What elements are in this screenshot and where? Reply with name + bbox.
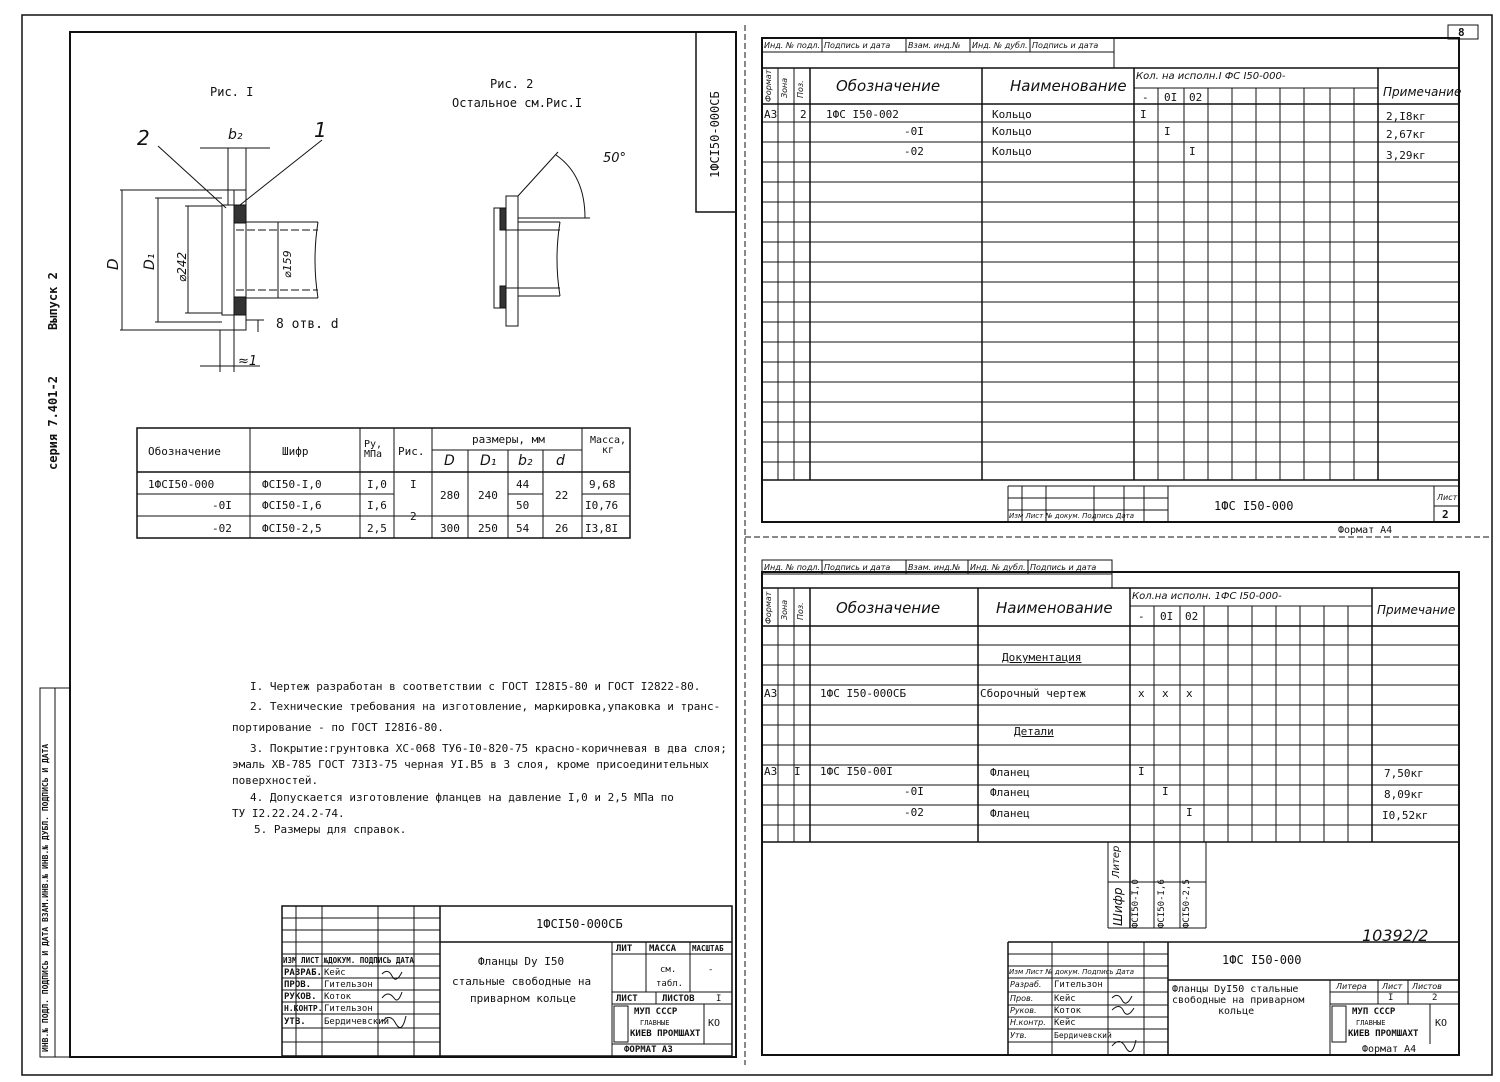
s1-row-qty: I bbox=[1162, 785, 1169, 798]
s2-sheet-num: 2 bbox=[1442, 508, 1449, 521]
a3-stamp-head: ИЗМ ЛИСТ №ДОКУМ. ПОДПИСЬ ДАТА bbox=[283, 956, 414, 965]
spec-row-D: 280 bbox=[440, 489, 460, 502]
stamp-number: 10392/2 bbox=[1362, 926, 1429, 945]
a3-org: МУП СССР bbox=[634, 1007, 678, 1017]
spec-row-D: 300 bbox=[440, 522, 460, 535]
spec-h-mass: Масса, кг bbox=[589, 435, 627, 456]
spec-h-code: Шифр bbox=[282, 445, 309, 458]
leader-1-label: 1 bbox=[314, 118, 327, 142]
series-label: серия 7.401-2 bbox=[46, 376, 60, 470]
spec-row-mass: I0,76 bbox=[585, 499, 619, 512]
s1-sheets-val: 2 bbox=[1432, 993, 1438, 1003]
s1-row-name: Фланец bbox=[990, 786, 1030, 799]
a3-role: ПРОВ. bbox=[284, 980, 312, 990]
s1-role: Пров. bbox=[1010, 994, 1034, 1003]
dim-D: D bbox=[104, 258, 122, 270]
spec-row-pressure: I,6 bbox=[367, 499, 387, 512]
a3-org: КИЕВ ПРОМШАХТ bbox=[630, 1029, 701, 1039]
spec-row-designation: 1ФСI50-000 bbox=[148, 478, 215, 491]
s2-row-name: Кольцо bbox=[992, 125, 1032, 138]
s2-row-qty: I bbox=[1164, 125, 1171, 138]
s2-sheet-label: Лист bbox=[1437, 493, 1458, 502]
spec-row-pressure: I,0 bbox=[367, 478, 387, 491]
s1-org: ГЛАВНЫЕ bbox=[1356, 1019, 1386, 1027]
spec-row-fig: I bbox=[410, 478, 417, 491]
s1-h-name: Наименование bbox=[996, 599, 1113, 617]
a3-name: Коток bbox=[324, 992, 352, 1002]
s1-row-qty: I bbox=[1138, 765, 1145, 778]
a3-name: Гительзон bbox=[324, 1004, 373, 1014]
s2-format: Формат А4 bbox=[1338, 525, 1393, 536]
margin-stamp-labels: ИНВ.№ ПОДЛ. ПОДПИСЬ И ДАТА ВЗАМ.ИНВ.№ ИНВ.№ ДУБЛ. ПОДПИСЬ И ДАТА bbox=[41, 743, 50, 1052]
note-line: портирование - по ГОСТ I28I6-80. bbox=[232, 721, 444, 734]
s1-top-label: Подпись и дата bbox=[1030, 563, 1097, 572]
spec-row-b2: 54 bbox=[516, 522, 530, 535]
s1-section-parts: Детали bbox=[1014, 725, 1054, 738]
s2-qty-col: 02 bbox=[1189, 91, 1203, 104]
spec-row-designation: -02 bbox=[212, 522, 232, 535]
a3-title-line: Фланцы Dу I50 bbox=[478, 955, 565, 968]
s1-side-header: Зона bbox=[780, 599, 789, 620]
s1-title: свободные на приварном bbox=[1172, 995, 1305, 1006]
spec-row-D1: 250 bbox=[478, 522, 498, 535]
s2-stamp-code: 1ФС I50-000 bbox=[1214, 499, 1294, 513]
spec-h-pressure: Pу, МПа bbox=[364, 439, 383, 460]
s1-row-qty: х bbox=[1186, 687, 1193, 700]
s1-row-name: Фланец bbox=[990, 766, 1030, 779]
s1-row-qty: х bbox=[1138, 687, 1145, 700]
spec-h-fig: Рис. bbox=[398, 445, 425, 458]
s2-h-note: Примечание bbox=[1383, 85, 1462, 99]
s2-row-designation: 1ФС I50-002 bbox=[826, 108, 899, 121]
s1-role: Разраб. bbox=[1010, 980, 1042, 989]
drawing-code-vertical: 1ФСI50-000СБ bbox=[708, 91, 722, 178]
s1-org-code: КО bbox=[1435, 1018, 1448, 1029]
spec-h-dims: размеры, мм bbox=[472, 433, 545, 446]
s1-role: Руков. bbox=[1010, 1006, 1037, 1015]
s1-title: кольце bbox=[1218, 1006, 1255, 1017]
s1-top-label: Подпись и дата bbox=[824, 563, 891, 572]
s1-qty-col: 02 bbox=[1185, 610, 1199, 623]
dim-holes: 8 отв. d bbox=[276, 317, 339, 332]
s1-row-name: Фланец bbox=[990, 807, 1030, 820]
a3-role: УТВ. bbox=[284, 1017, 306, 1027]
s1-code: ФСI50-2,5 bbox=[1182, 879, 1192, 928]
a3-role: РАЗРАБ. bbox=[284, 968, 322, 978]
a4-logo-mark bbox=[1332, 1006, 1346, 1042]
spec-row-designation: -0I bbox=[212, 499, 232, 512]
a3-lit: ЛИТ bbox=[616, 944, 633, 954]
s1-title: Фланцы DуI50 стальные bbox=[1172, 984, 1299, 995]
s2-row-name: Кольцо bbox=[992, 145, 1032, 158]
a3-name: Гительзон bbox=[324, 980, 373, 990]
sheet-number: 8 bbox=[1458, 26, 1465, 39]
spec-row-b2: 50 bbox=[516, 499, 530, 512]
s1-code-label: Шифр bbox=[1111, 887, 1125, 926]
a3-sheets-val: I bbox=[716, 994, 722, 1004]
s2-row-note: 2,I8кг bbox=[1386, 110, 1426, 123]
a3-doc-code: 1ФСI50-000СБ bbox=[536, 917, 623, 931]
s2-row-pos: 2 bbox=[800, 108, 807, 121]
s1-org: МУП СССР bbox=[1352, 1007, 1396, 1017]
spec-h-D: D bbox=[444, 453, 455, 469]
s1-code: ФСI50-I,6 bbox=[1157, 879, 1167, 928]
angle-50: 50° bbox=[603, 151, 627, 166]
s2-h-name: Наименование bbox=[1010, 77, 1127, 95]
s2-row-designation: -02 bbox=[904, 145, 924, 158]
dim-d159: ⌀159 bbox=[281, 250, 294, 278]
s2-h-qty: Кол. на исполн.I ФС I50-000- bbox=[1136, 71, 1286, 82]
s1-stamp-head: Изм Лист № докум. Подпись Дата bbox=[1009, 968, 1134, 976]
a3-mass: МАССА bbox=[649, 944, 677, 954]
s1-name: Гительзон bbox=[1054, 980, 1103, 990]
s1-side-header: Поз. bbox=[796, 602, 805, 620]
a3-scale: МАСШТАБ bbox=[692, 944, 724, 953]
a3-title-line: стальные свободные на bbox=[452, 975, 592, 988]
s1-role: Н.контр. bbox=[1010, 1018, 1046, 1027]
a3-mass-val: см. bbox=[660, 965, 677, 975]
s2-row-qty: I bbox=[1189, 145, 1196, 158]
s2-stamp-head: Изм Лист № докум. Подпись Дата bbox=[1009, 512, 1134, 520]
s1-h-qty: Кол.на исполн. 1ФС I50-000- bbox=[1132, 591, 1282, 602]
s2-side-header: Формат bbox=[764, 69, 773, 102]
fig2-title: Рис. 2 bbox=[490, 77, 534, 91]
spec-row-code: ФСI50-2,5 bbox=[262, 522, 322, 535]
s1-row-qty: х bbox=[1162, 687, 1169, 700]
spec-h-D1: D₁ bbox=[480, 453, 497, 469]
s1-h-note: Примечание bbox=[1377, 603, 1456, 617]
a3-format: ФОРМАТ А3 bbox=[624, 1045, 673, 1055]
s1-row-designation: -0I bbox=[904, 785, 924, 798]
note-line: эмаль ХВ-785 ГОСТ 73I3-75 черная УI.В5 в 3 слоя, кроме присоединительных bbox=[232, 758, 709, 771]
note-line: 5. Размеры для справок. bbox=[254, 823, 407, 836]
spec-row-pressure: 2,5 bbox=[367, 522, 387, 535]
s1-row-designation: 1ФС I50-000СБ bbox=[820, 687, 907, 700]
note-line: поверхностей. bbox=[232, 774, 319, 787]
s2-row-format: А3 bbox=[764, 108, 778, 121]
s1-top-label: Взам. инд.№ bbox=[908, 563, 961, 572]
a3-sheets: ЛИСТОВ bbox=[662, 994, 695, 1004]
s1-row-note: I0,52кг bbox=[1382, 809, 1429, 822]
spec-row-b2: 44 bbox=[516, 478, 530, 491]
note-line: 4. Допускается изготовление фланцев на давление I,0 и 2,5 МПа по bbox=[250, 791, 674, 804]
s1-h-designation: Обозначение bbox=[836, 599, 941, 617]
s1-row-name: Сборочный чертеж bbox=[980, 687, 1086, 700]
a3-role: Н.КОНТР. bbox=[284, 1004, 323, 1013]
s1-sheet: Лист bbox=[1382, 982, 1403, 991]
spec-row-code: ФСI50-I,0 bbox=[262, 478, 322, 491]
s1-row-note: 8,09кг bbox=[1384, 788, 1424, 801]
s2-side-header: Зона bbox=[780, 77, 789, 98]
fig1-title: Рис. I bbox=[210, 85, 254, 99]
s1-code: ФСI50-I,0 bbox=[1131, 879, 1141, 928]
spec-row-mass: 9,68 bbox=[589, 478, 616, 491]
a3-org: ГЛАВНЫЕ bbox=[640, 1019, 670, 1027]
s2-row-note: 2,67кг bbox=[1386, 128, 1426, 141]
s1-row-designation: 1ФС I50-00I bbox=[820, 765, 893, 778]
s1-row-format: А3 bbox=[764, 687, 778, 700]
s1-format: Формат А4 bbox=[1362, 1044, 1417, 1055]
spec-row-d: 22 bbox=[555, 489, 569, 502]
spec-row-fig: 2 bbox=[410, 510, 417, 523]
a3-role: РУКОВ. bbox=[284, 992, 317, 1002]
a3-logo-mark bbox=[614, 1006, 628, 1042]
s2-h-designation: Обозначение bbox=[836, 77, 941, 95]
s1-role: Утв. bbox=[1010, 1031, 1027, 1040]
s2-top-label: Подпись и дата bbox=[1032, 41, 1099, 50]
s1-name: Коток bbox=[1054, 1006, 1082, 1016]
spec-row-mass: I3,8I bbox=[585, 522, 619, 535]
s2-top-label: Взам. инд.№ bbox=[908, 41, 961, 50]
s1-row-designation: -02 bbox=[904, 806, 924, 819]
s1-side-header: Формат bbox=[764, 591, 773, 624]
s1-sheet-val: I bbox=[1388, 993, 1394, 1003]
s1-lit: Литера bbox=[1336, 982, 1367, 991]
s1-org: КИЕВ ПРОМШАХТ bbox=[1348, 1029, 1419, 1039]
s2-qty-col: - bbox=[1142, 91, 1149, 104]
a3-name: Кейс bbox=[324, 968, 346, 978]
fig2-note: Остальное см.Рис.I bbox=[452, 96, 583, 110]
s1-sheets: Листов bbox=[1412, 982, 1442, 991]
spec-h-designation: Обозначение bbox=[148, 445, 221, 458]
note-line: 2. Технические требования на изготовление, маркировка,упаковка и транс- bbox=[250, 700, 721, 713]
s1-top-label: Инд. № дубл. bbox=[970, 563, 1026, 572]
note-line: 3. Покрытие:грунтовка ХС-068 ТУ6-I0-820-75 красно-коричневая в два слоя; bbox=[250, 742, 727, 755]
s1-lit-label: Литер bbox=[1111, 845, 1122, 878]
s2-row-note: 3,29кг bbox=[1386, 149, 1426, 162]
leader-2-label: 2 bbox=[137, 126, 150, 150]
s2-top-label: Инд. № дубл. bbox=[972, 41, 1028, 50]
dim-D1: D₁ bbox=[142, 253, 158, 270]
s1-row-pos: I bbox=[794, 765, 801, 778]
a3-name: Бердичевский bbox=[324, 1017, 390, 1027]
s2-row-name: Кольцо bbox=[992, 108, 1032, 121]
dim-gap: ≈1 bbox=[238, 354, 258, 369]
spec-row-d: 26 bbox=[555, 522, 569, 535]
spec-h-b2: b₂ bbox=[518, 453, 533, 469]
s1-name: Бердичевский bbox=[1054, 1031, 1112, 1040]
note-line: I. Чертеж разработан в соответствии с ГОСТ I28I5-80 и ГОСТ I2822-80. bbox=[250, 680, 701, 693]
s2-top-label: Подпись и дата bbox=[824, 41, 891, 50]
s1-top-label: Инд. № подл. bbox=[764, 563, 821, 572]
s2-side-header: Поз. bbox=[796, 80, 805, 98]
spec-h-d: d bbox=[556, 453, 565, 469]
note-line: ТУ I2.22.24.2-74. bbox=[232, 807, 345, 820]
s1-stamp-code: 1ФС I50-000 bbox=[1222, 953, 1302, 967]
s1-name: Кейс bbox=[1054, 994, 1076, 1004]
a3-scale-val: - bbox=[708, 965, 714, 975]
fig2-geometry bbox=[494, 152, 590, 326]
s1-name: Кейс bbox=[1054, 1018, 1076, 1028]
s1-row-format: А3 bbox=[764, 765, 778, 778]
a3-org-code: КО bbox=[708, 1018, 721, 1029]
s2-qty-col: 0I bbox=[1164, 91, 1178, 104]
a3-mass-val: табл. bbox=[656, 979, 684, 989]
s1-row-note: 7,50кг bbox=[1384, 767, 1424, 780]
dim-d242: ⌀242 bbox=[175, 251, 189, 282]
sheet1-grid bbox=[762, 560, 1459, 1055]
spec-row-code: ФСI50-I,6 bbox=[262, 499, 322, 512]
spec-row-D1: 240 bbox=[478, 489, 498, 502]
s2-top-label: Инд. № подл. bbox=[764, 41, 821, 50]
s2-row-designation: -0I bbox=[904, 125, 924, 138]
s2-row-qty: I bbox=[1140, 108, 1147, 121]
issue-label: Выпуск 2 bbox=[46, 272, 60, 330]
s1-row-qty: I bbox=[1186, 806, 1193, 819]
dim-b2: b₂ bbox=[228, 127, 243, 143]
s1-qty-col: - bbox=[1138, 610, 1145, 623]
s1-section-docs: Документация bbox=[1002, 651, 1082, 664]
a3-title-line: приварном кольце bbox=[470, 992, 576, 1005]
s1-qty-col: 0I bbox=[1160, 610, 1174, 623]
a3-sheet: ЛИСТ bbox=[616, 994, 638, 1004]
